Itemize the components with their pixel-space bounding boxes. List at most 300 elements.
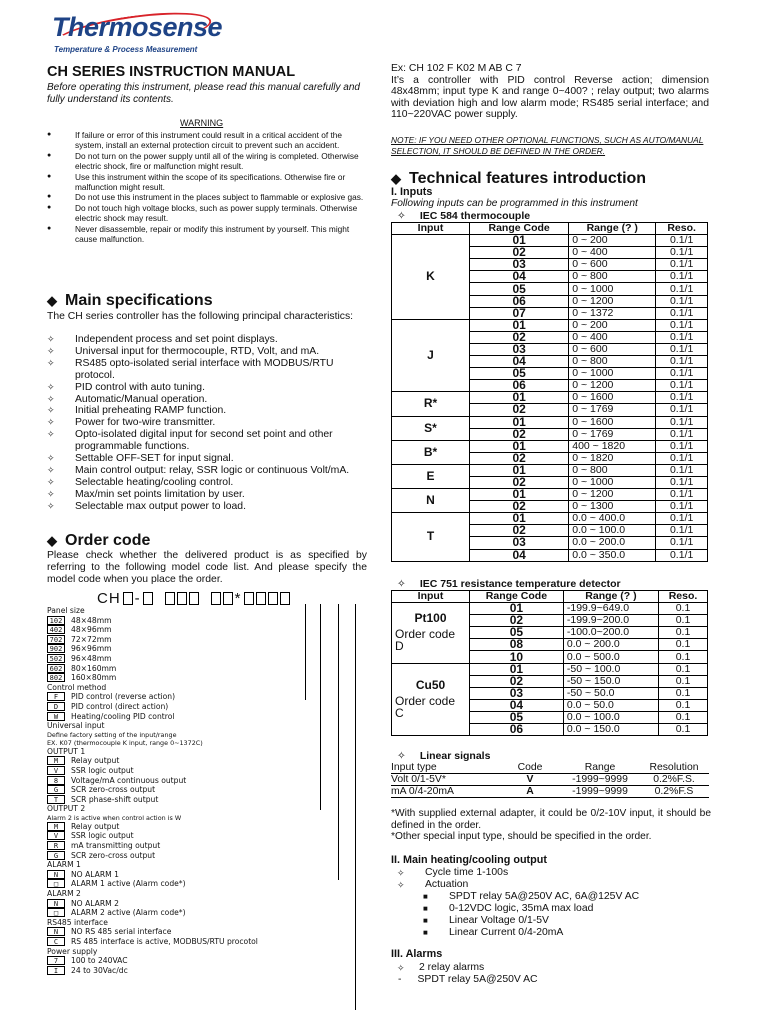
range-value: 0 ~ 1769 <box>569 428 656 440</box>
linear-header-row <box>391 762 709 774</box>
range-value: -100.0~200.0 <box>563 627 658 639</box>
range-value: 0.0 ~ 500.0 <box>563 651 658 663</box>
resolution: 0.1/1 <box>656 501 708 513</box>
order-code-label: Order code D <box>395 627 456 654</box>
resolution: 0.1/1 <box>656 283 708 295</box>
range-code: 03 <box>470 343 569 355</box>
resolution: 0.1/1 <box>656 259 708 271</box>
order-group-title: Control method <box>47 682 107 692</box>
table-row <box>392 392 708 404</box>
option-code: V <box>47 831 65 840</box>
option-desc: NO ALARM 2 <box>71 898 119 908</box>
input-type-cell <box>392 603 470 663</box>
linear-row <box>391 786 709 798</box>
resolution: 0.1 <box>659 639 708 651</box>
inputs-intro: Following inputs can be programmed in this instrument <box>391 198 638 209</box>
star-icon: ✧ <box>397 210 406 222</box>
range-value: -199.9~649.0 <box>563 603 658 615</box>
code-box <box>177 592 187 605</box>
code-box <box>256 592 266 605</box>
option-code: N <box>47 899 65 908</box>
option-code: M <box>47 756 65 765</box>
option-code: G <box>47 785 65 794</box>
warning-item: ● Use this instrument within the scope of its specifications. Otherwise fire or malfunction might result. <box>47 172 367 193</box>
option-desc: NO ALARM 1 <box>71 869 119 879</box>
linear-title: ✧ Linear signals <box>397 750 491 762</box>
range-value: 0 ~ 1200 <box>569 295 656 307</box>
resolution: 0.1 <box>659 687 708 699</box>
input-type-cell <box>392 392 470 416</box>
input-name: T <box>426 529 435 544</box>
input-name: R* <box>423 396 438 411</box>
code-box <box>143 592 153 605</box>
range-code: 04 <box>470 699 564 711</box>
order-code-intro: Please check whether the delivered product is as specified by referring to the following model code list. And please specify the model code when you place the order. <box>47 550 367 585</box>
code-box <box>189 592 199 605</box>
connector-line <box>320 604 321 810</box>
resolution: 0.1 <box>659 663 708 675</box>
actuation-item: ■ Linear Voltage 0/1-5V <box>423 915 549 926</box>
order-code-heading: ◆ Order code <box>47 532 151 549</box>
range-value: 0 ~ 600 <box>569 259 656 271</box>
order-option-row <box>47 956 367 966</box>
order-option-row <box>47 870 367 880</box>
order-option-row <box>47 766 367 776</box>
resolution: 0.1 <box>659 615 708 627</box>
option-desc: SCR phase-shift output <box>71 794 159 804</box>
resolution: 0.1/1 <box>656 537 708 549</box>
input-type-cell <box>392 319 470 392</box>
resolution: 0.1/1 <box>656 428 708 440</box>
input-type-cell <box>392 663 470 736</box>
warning-item: ● If failure or error of this instrument could result in a critical accident of the system, install an external protection circuit to prevent such an accident. <box>47 130 367 151</box>
range-code: 02 <box>470 675 564 687</box>
resolution: 0.1/1 <box>656 331 708 343</box>
main-specs-heading: ◆ Main specifications <box>47 292 213 309</box>
linear-cell: 0.2%F.S <box>654 786 694 797</box>
order-group-title: Power supply <box>47 946 98 956</box>
order-option-row <box>47 625 367 635</box>
diamond-icon: ◆ <box>391 171 401 186</box>
option-desc: 80×160mm <box>71 663 117 673</box>
logo-tagline: Temperature & Process Measurement <box>54 45 198 54</box>
order-group-title: OUTPUT 2 <box>47 804 86 814</box>
range-code: 01 <box>470 489 569 501</box>
option-desc: SCR zero-cross output <box>71 785 156 795</box>
resolution: 0.1/1 <box>656 452 708 464</box>
range-code: 04 <box>470 271 569 283</box>
range-value: -50 ~ 150.0 <box>563 675 658 687</box>
linear-table <box>391 762 709 798</box>
warning-item: ● Do not touch high voltage blocks, such as power supply terminals. Otherwise electric shock may result. <box>47 203 367 224</box>
order-group-note: EX. K07 (thermocouple K input, range 0~1372C) <box>47 738 203 747</box>
warning-item: ● Do not use this instrument in the places subject to flammable or explosive gas. <box>47 192 367 202</box>
range-code: 02 <box>470 428 569 440</box>
table-row <box>392 416 708 428</box>
warning-title: WARNING <box>180 118 224 128</box>
range-code: 06 <box>470 380 569 392</box>
resolution: 0.1/1 <box>656 392 708 404</box>
range-value: 0 ~ 400 <box>569 247 656 259</box>
option-code: V <box>47 766 65 775</box>
connector-line <box>338 604 339 880</box>
option-desc: Voltage/mA continuous output <box>71 775 187 785</box>
input-name: Pt100 <box>414 611 447 626</box>
linear-cell: -1999~9999 <box>572 786 628 797</box>
warning-item: ● Never disassemble, repair or modify this instrument by yourself. This might cause malfunction. <box>47 224 367 245</box>
option-desc: SCR zero-cross output <box>71 850 156 860</box>
table-header: Range Code <box>470 591 564 603</box>
option-code: 7 <box>47 956 65 965</box>
diamond-icon: ◆ <box>47 533 57 548</box>
linear-note: *Other special input type, should be specified in the order. <box>391 831 652 843</box>
range-value: 0 ~ 1372 <box>569 307 656 319</box>
order-group-title: Panel size <box>47 606 85 615</box>
order-group-title: RS485 interface <box>47 917 108 927</box>
range-code: 02 <box>470 615 564 627</box>
rtd-table <box>391 590 708 736</box>
option-code: D <box>47 702 65 711</box>
option-code: 102 <box>47 616 65 625</box>
range-value: 0 ~ 1200 <box>569 380 656 392</box>
range-code: 02 <box>470 525 569 537</box>
resolution: 0.1/1 <box>656 404 708 416</box>
code-dash: - <box>134 590 141 607</box>
spec-item: ✧ Max/min set points limitation by user. <box>47 489 367 501</box>
order-option-row <box>47 851 367 861</box>
warning-item: ● Do not turn on the power supply until all of the wiring is completed. Otherwise electric shock, fire or malfunction might result. <box>47 151 367 172</box>
range-value: 0.0 ~ 400.0 <box>569 513 656 525</box>
option-desc: mA transmitting output <box>71 841 161 851</box>
range-code: 05 <box>470 711 564 723</box>
range-value: -199.9~200.0 <box>563 615 658 627</box>
input-name: K <box>426 269 435 284</box>
range-code: 02 <box>470 501 569 513</box>
order-group-title: Universal input <box>47 721 105 731</box>
range-value: 0.0 ~ 200.0 <box>563 639 658 651</box>
option-desc: 72×72mm <box>71 634 112 644</box>
linear-note: *With supplied external adapter, it could be 0/2-10V input, it should be defined in the order. <box>391 808 711 831</box>
order-option-row <box>47 776 367 786</box>
resolution: 0.1/1 <box>656 525 708 537</box>
spec-item: ✧ Settable OFF-SET for input signal. <box>47 453 367 465</box>
option-code: 502 <box>47 654 65 663</box>
range-value: 0 ~ 1769 <box>569 404 656 416</box>
range-value: 0 ~ 200 <box>569 319 656 331</box>
range-code: 02 <box>470 247 569 259</box>
option-code: F <box>47 692 65 701</box>
resolution: 0.1/1 <box>656 319 708 331</box>
input-name: E <box>426 468 435 483</box>
example-line: It’s a controller with PID control Reverse action; dimension 48x48mm; input type K and range 0~400? ; relay output; two alarms with deviation high and low alarm mode; RS485 serial interface; and 110~220VAC power supply. <box>391 74 709 121</box>
code-box <box>268 592 278 605</box>
option-code: C <box>47 937 65 946</box>
table-header: Range Code <box>470 223 569 235</box>
code-box <box>211 592 221 605</box>
range-code: 07 <box>470 307 569 319</box>
option-code: R <box>47 841 65 850</box>
option-code: T <box>47 795 65 804</box>
range-code: 01 <box>470 319 569 331</box>
table-header: Range (? ) <box>569 223 656 235</box>
range-code: 10 <box>470 651 564 663</box>
range-value: 0 ~ 200 <box>569 235 656 247</box>
range-code: 01 <box>470 416 569 428</box>
range-code: 08 <box>470 639 564 651</box>
order-option-row <box>47 664 367 674</box>
option-code: N <box>47 870 65 879</box>
model-code-template <box>97 590 290 607</box>
range-value: 400 ~ 1820 <box>569 440 656 452</box>
linear-header: Input type <box>391 762 437 773</box>
order-option-row <box>47 616 367 626</box>
output-title: II. Main heating/cooling output <box>391 854 547 866</box>
actuation-item: ■ Linear Current 0/4-20mA <box>423 927 564 938</box>
range-value: 0 ~ 1000 <box>569 283 656 295</box>
tc-title: ✧ IEC 584 thermocouple <box>397 210 531 222</box>
range-code: 02 <box>470 404 569 416</box>
range-code: 01 <box>470 392 569 404</box>
table-row <box>392 603 708 615</box>
order-note: NOTE: IF YOU NEED OTHER OPTIONAL FUNCTIONS, SUCH AS AUTO/MANUAL SELECTION, IT SHOULD BE DEFINED IN THE ORDER. <box>391 135 704 156</box>
range-value: 0 ~ 1820 <box>569 452 656 464</box>
alarm-title: III. Alarms <box>391 948 443 960</box>
range-code: 03 <box>470 687 564 699</box>
spec-item: ✧ PID control with auto tuning. <box>47 382 367 394</box>
linear-cell: 0.2%F.S. <box>653 774 695 785</box>
range-code: 06 <box>470 724 564 736</box>
rtd-title: ✧ IEC 751 resistance temperature detector <box>397 578 621 590</box>
option-desc: 96×96mm <box>71 644 112 654</box>
option-desc: NO RS 485 serial interface <box>71 927 172 937</box>
order-group-title: ALARM 1 <box>47 860 81 870</box>
range-value: 0 ~ 1000 <box>569 476 656 488</box>
range-code: 06 <box>470 295 569 307</box>
order-code-label: Order code C <box>395 693 456 720</box>
table-row <box>392 663 708 675</box>
option-desc: SSR logic output <box>71 765 134 775</box>
option-desc: Relay output <box>71 821 120 831</box>
code-box <box>280 592 290 605</box>
output-item: ✧ Cycle time 1-100s <box>397 867 508 879</box>
order-option-row <box>47 673 367 683</box>
resolution: 0.1/1 <box>656 271 708 283</box>
option-code: 702 <box>47 635 65 644</box>
resolution: 0.1 <box>659 675 708 687</box>
order-option-row <box>47 879 367 889</box>
range-value: 0.0 ~ 100.0 <box>563 711 658 723</box>
resolution: 0.1/1 <box>656 247 708 259</box>
input-name: B* <box>423 444 438 459</box>
main-specs-list <box>47 334 367 513</box>
order-option-row <box>47 927 367 937</box>
spec-item: ✧ Selectable max output power to load. <box>47 501 367 513</box>
range-code: 05 <box>470 627 564 639</box>
connector-line <box>355 604 356 1010</box>
output-list <box>397 867 508 891</box>
option-code: M <box>47 822 65 831</box>
table-header: Reso. <box>656 223 708 235</box>
code-box <box>223 592 233 605</box>
input-type-cell <box>392 440 470 464</box>
square-bullet-icon: ■ <box>423 916 428 925</box>
range-code: 03 <box>470 537 569 549</box>
range-code: 01 <box>470 663 564 675</box>
table-header-row <box>392 591 708 603</box>
option-desc: ALARM 2 active (Alarm code*) <box>71 908 186 918</box>
range-code: 02 <box>470 452 569 464</box>
order-option-row <box>47 692 367 702</box>
range-code: 01 <box>470 235 569 247</box>
option-code: □ <box>47 879 65 888</box>
resolution: 0.1 <box>659 651 708 663</box>
option-code: 402 <box>47 625 65 634</box>
order-option-row <box>47 966 367 976</box>
tech-heading: ◆ Technical features introduction <box>391 170 647 187</box>
linear-cell: V <box>526 774 534 785</box>
order-group-title: ALARM 2 <box>47 889 81 899</box>
order-group-note: Define factory setting of the input/range <box>47 730 177 739</box>
range-value: 0 ~ 1200 <box>569 489 656 501</box>
order-option-row <box>47 756 367 766</box>
range-value: 0 ~ 1600 <box>569 392 656 404</box>
table-row <box>392 513 708 525</box>
option-desc: SSR logic output <box>71 831 134 841</box>
connector-line <box>305 604 306 700</box>
range-value: 0 ~ 400 <box>569 331 656 343</box>
spec-item: ✧ Universal input for thermocouple, RTD, Volt, and mA. <box>47 346 367 358</box>
range-value: 0.0 ~ 350.0 <box>569 549 656 561</box>
option-desc: 48×96mm <box>71 625 112 635</box>
input-type-cell <box>392 235 470 320</box>
square-bullet-icon: ■ <box>423 904 428 913</box>
square-bullet-icon: ■ <box>423 928 428 937</box>
range-value: 0.0 ~ 200.0 <box>569 537 656 549</box>
resolution: 0.1 <box>659 724 708 736</box>
order-option-row <box>47 644 367 654</box>
linear-header: Resolution <box>649 762 699 773</box>
order-option-row <box>47 654 367 664</box>
linear-cell: -1999~9999 <box>572 774 628 785</box>
option-code: N <box>47 927 65 936</box>
warning-list <box>47 130 367 244</box>
table-header: Reso. <box>659 591 708 603</box>
code-box <box>244 592 254 605</box>
spec-item: ✧ Opto-isolated digital input for second set point and other programmable functions. <box>47 429 367 453</box>
spec-item: ✧ RS485 opto-isolated serial interface with MODBUS/RTU protocol. <box>47 358 367 382</box>
star-icon: ✧ <box>397 750 406 762</box>
option-desc: RS 485 interface is active, MODBUS/RTU procotol <box>71 937 258 946</box>
range-code: 01 <box>470 603 564 615</box>
option-desc: 24 to 30Vac/dc <box>71 965 128 975</box>
range-value: 0.0 ~ 50.0 <box>563 699 658 711</box>
table-header-row <box>392 223 708 235</box>
range-code: 05 <box>470 368 569 380</box>
resolution: 0.1/1 <box>656 343 708 355</box>
resolution: 0.1/1 <box>656 513 708 525</box>
range-code: 03 <box>470 259 569 271</box>
range-code: 04 <box>470 549 569 561</box>
table-row <box>392 440 708 452</box>
option-desc: Heating/cooling PID control <box>71 711 175 721</box>
option-desc: 96×48mm <box>71 653 112 663</box>
order-option-row <box>47 937 367 947</box>
linear-header: Code <box>517 762 543 773</box>
range-code: 01 <box>470 464 569 476</box>
option-code: 902 <box>47 644 65 653</box>
manual-title: CH SERIES INSTRUCTION MANUAL <box>47 64 296 80</box>
resolution: 0.1 <box>659 627 708 639</box>
range-value: 0 ~ 800 <box>569 464 656 476</box>
actuation-item: ■ SPDT relay 5A@250V AC, 6A@125V AC <box>423 891 640 902</box>
resolution: 0.1 <box>659 603 708 615</box>
option-desc: ALARM 1 active (Alarm code*) <box>71 879 186 889</box>
range-code: 01 <box>470 513 569 525</box>
range-value: 0 ~ 800 <box>569 356 656 368</box>
actuation-list <box>423 891 639 939</box>
input-type-cell <box>392 416 470 440</box>
resolution: 0.1/1 <box>656 307 708 319</box>
resolution: 0.1/1 <box>656 464 708 476</box>
spec-item: ✧ Selectable heating/cooling control. <box>47 477 367 489</box>
main-specs-intro: The CH series controller has the following principal characteristics: <box>47 311 354 322</box>
order-option-row <box>47 785 367 795</box>
linear-cell: Volt 0/1-5V* <box>391 774 446 785</box>
actuation-item: ■ 0-12VDC logic, 35mA max load <box>423 903 594 914</box>
order-option-row <box>47 822 367 832</box>
order-group-title: OUTPUT 1 <box>47 746 86 756</box>
alarm-item: ✧ 2 relay alarms <box>397 962 484 974</box>
table-row <box>392 235 708 247</box>
spec-item: ✧ Power for two-wire transmitter. <box>47 417 367 429</box>
table-row <box>392 319 708 331</box>
inputs-title: I. Inputs <box>391 186 433 198</box>
order-option-row <box>47 841 367 851</box>
option-desc: PID control (reverse action) <box>71 692 176 702</box>
intro-text: Before operating this instrument, please read this manual carefully and fully understand its contents. <box>47 82 360 105</box>
resolution: 0.1 <box>659 699 708 711</box>
order-option-row <box>47 795 367 805</box>
option-code: □ <box>47 908 65 917</box>
resolution: 0.1/1 <box>656 368 708 380</box>
spec-item: ✧ Automatic/Manual operation. <box>47 394 367 406</box>
input-type-cell <box>392 489 470 513</box>
range-value: -50 ~ 100.0 <box>563 663 658 675</box>
option-desc: Relay output <box>71 756 120 766</box>
resolution: 0.1/1 <box>656 356 708 368</box>
code-star: * <box>234 590 242 607</box>
alarm-list <box>397 962 484 974</box>
input-type-cell <box>392 464 470 488</box>
input-type-cell <box>392 513 470 561</box>
range-code: 04 <box>470 356 569 368</box>
order-option-row <box>47 899 367 909</box>
order-example <box>391 63 709 121</box>
thermocouple-table <box>391 222 708 562</box>
resolution: 0.1/1 <box>656 476 708 488</box>
option-desc: 48×48mm <box>71 615 112 625</box>
range-code: 02 <box>470 331 569 343</box>
input-name: J <box>427 348 434 363</box>
spec-item: ✧ Independent process and set point displays. <box>47 334 367 346</box>
range-code: 05 <box>470 283 569 295</box>
table-header: Input <box>392 591 470 603</box>
resolution: 0.1 <box>659 711 708 723</box>
option-desc: 160×80mm <box>71 673 117 683</box>
output-item: ✧ Actuation <box>397 879 508 891</box>
resolution: 0.1/1 <box>656 549 708 561</box>
range-value: -50 ~ 50.0 <box>563 687 658 699</box>
